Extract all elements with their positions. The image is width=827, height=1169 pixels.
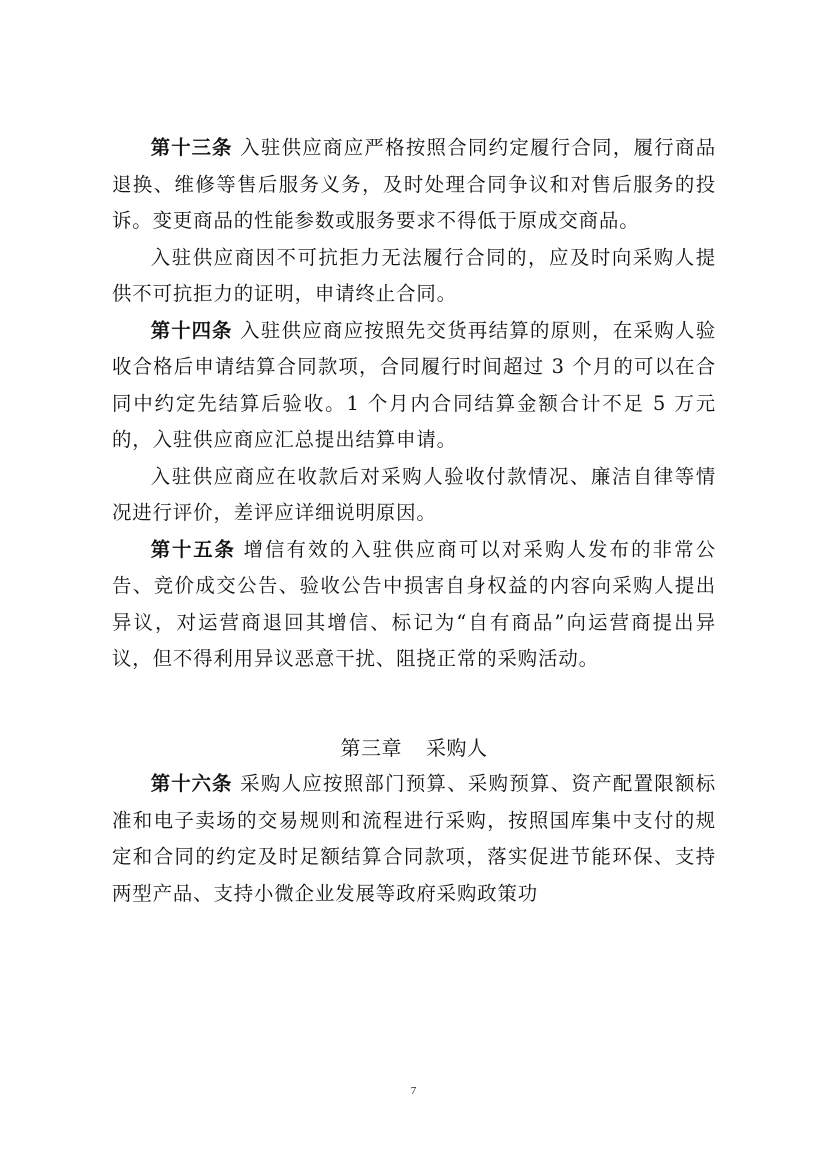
article-13-paragraph-2: 入驻供应商因不可抗拒力无法履行合同的，应及时向采购人提供不可抗拒力的证明，申请终止合同。 <box>112 245 716 305</box>
chapter-title: 采购人 <box>426 735 488 760</box>
article-label: 第十三条 <box>150 136 233 159</box>
article-label: 第十六条 <box>150 772 233 795</box>
page-number: 7 <box>410 1085 417 1097</box>
article-label: 第十四条 <box>150 318 233 342</box>
article-label: 第十五条 <box>150 537 236 561</box>
chapter-heading <box>112 730 716 767</box>
chapter-number: 第三章 <box>340 735 402 760</box>
article-14 <box>112 313 716 459</box>
article-16 <box>112 766 716 912</box>
article-14-paragraph-2: 入驻供应商应在收款后对采购人验收付款情况、廉洁自律等情况进行评价，差评应详细说明原因。 <box>112 464 716 524</box>
article-15 <box>112 532 716 678</box>
article-text: 入驻供应商应按照先交货再结算的原则，在采购人验收合格后申请结算合同款项，合同履行时间超过 3 个月的可以在合同中约定先结算后验收。1 个月内合同结算金额合计不足 5 万元的，入驻供应商应汇总提出结算申请。 <box>112 318 716 451</box>
article-13 <box>112 130 716 240</box>
document-body <box>112 130 716 912</box>
article-text: 采购人应按照部门预算、采购预算、资产配置限额标准和电子卖场的交易规则和流程进行采购，按照国库集中支付的规定和合同的约定及时足额结算合同款项，落实促进节能环保、支持两型产品、支持小微企业发展等政府采购政策功 <box>112 772 716 905</box>
article-text: 增信有效的入驻供应商可以对采购人发布的非常公告、竞价成交公告、验收公告中损害自身权益的内容向采购人提出异议，对运营商退回其增信、标记为“自有商品”向运营商提出异议，但不得利用异议恶意干扰、阻挠正常的采购活动。 <box>112 537 716 670</box>
article-text: 入驻供应商应严格按照合同约定履行合同，履行商品退换、维修等售后服务义务，及时处理合同争议和对售后服务的投诉。变更商品的性能参数或服务要求不得低于原成交商品。 <box>112 136 716 232</box>
